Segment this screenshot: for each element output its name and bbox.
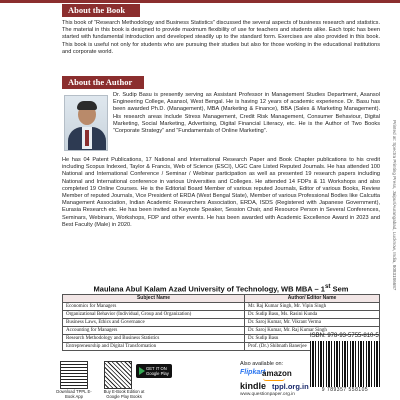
google-play-badge[interactable]: GET IT ON Google Play	[136, 364, 172, 378]
table-row: Economics for Managers Mr. Raj Kumar Singh, Mr. Vipin Singh	[63, 303, 380, 311]
flipkart-logo[interactable]: Flipkart	[240, 369, 266, 376]
table-row: Entrepreneurship and Digital Transformation Prof. (Dr.) Shibnath Banerjee	[63, 343, 380, 351]
table-row: Organizational Behavior (Individual, Group and Organization) Dr. Sudip Basu, Ms. Rasini Kunda	[63, 311, 380, 319]
table-row: Business Laws, Ethics and Governance Dr. Saroj Kumar, Mr. Vikrant Verma	[63, 319, 380, 327]
qr-code-icon[interactable]	[104, 361, 132, 389]
printer-note: Printed at: Spectra Printing Press, Jaipur/Aurangabad, Lucknow, India, 8083186687	[392, 119, 397, 291]
website-link[interactable]: www.questionpaper.org.in	[240, 392, 295, 397]
table-row: Research Methodology and Business Statistics Dr. Sudip Basu	[63, 335, 380, 343]
qr-code-icon[interactable]	[60, 361, 88, 389]
amazon-smile-icon	[263, 378, 285, 381]
download-app-label: Download TPPL E-Book App	[56, 389, 92, 399]
table-row: Accounting for Managers Dr. Saroj Kumar, Mr. Raj Kumar Singh	[63, 327, 380, 335]
author-photo	[64, 95, 108, 151]
play-store-icon	[139, 367, 145, 375]
about-book-heading: About the Book	[62, 4, 140, 17]
author-bio-details: He has 04 Patent Publications, 17 National and International Research Paper and Book Chapter publications to his credit including Scopus Indexed, Taylor & Francis, Web of Science (ESCI), UGC Care Listed Reputed Journals. He has attended 100 National and International Conference / Seminar / Webinar participation as well as presented 19 research papers including National and International conference in various Universities and Colleges. He attended 14 FDPs & 11 Workshops and also completed 19 Online Courses. He is the Editorial Board Member of various reputed Journals, Editor of various Books, Review Member of reputed Journals, Vice President of ERDA (West Bengal State), Member of various Professional Bodies like Calcutta Management Association, Indian Academic Researchers Association, ERDA, ISDS (Registered with Japanese Government), Eurasia Research etc. He has been invited as Keynote Speaker, Session Chair, and Resource Person in Several Conferences, Seminars, Webinars, Workshops, FDP and other events. He has been awarded with Academic Excellence Award in 2023 and Best Faculty (Male) in 2020.	[62, 157, 380, 228]
barcode-icon	[310, 341, 380, 387]
google-play-label: Buy E-Book Edition at Google Play Books	[103, 389, 145, 399]
top-accent-strip	[0, 0, 400, 3]
about-author-heading: About the Author	[62, 76, 144, 89]
column-header-subject: Subject Name	[63, 295, 245, 303]
about-book-text: This book of “Research Methodology and Business Statistics” discussed the several aspects of business research and statistics. The material in this book is designed to provide maximum flexibility of use for teachers and students alike. Each topic has been started with fundamental introduction and developed steadily up to the standard form. Exercises are also provided in this book. This book is useful not only for students who are pursuing their studies but also for those working in the educational institutions and corporate world.	[62, 20, 380, 55]
syllabus-title: Maulana Abul Kalam Azad University of Technology, WB MBA – 1st Sem	[93, 283, 349, 294]
tppl-link[interactable]: tppl.org.in	[272, 382, 309, 391]
amazon-logo[interactable]: amazon	[262, 369, 292, 378]
column-header-author: Author/ Editor Name	[245, 295, 380, 303]
table-header-row	[63, 295, 380, 303]
available-on-label: Also available on:	[240, 361, 284, 367]
kindle-logo[interactable]: kindle	[240, 381, 267, 391]
author-bio-intro: Dr. Sudip Basu is presently serving as Assistant Professor in Management Studies Department, Asansol Engineering College, Asansol, West Bengal. He is having 12 years of academic experience. Dr. Basu has been awarded Ph.D. (Management), MBA (Marketing & Finance), BBA (Sales & Marketing Management). His research areas include Stress Management, Credit Risk Management, Consumer Behaviour, Digital Marketing, Social Marketing, Advertising, Digital Financial Literacy, etc. He is the Author of Two Books “Corporate Strategy” and “Fundamentals of Online Marketing”.	[113, 92, 380, 135]
isbn-text: ISBN: 978-93-5755-810-5	[310, 333, 379, 339]
barcode-number: 9 789357 558105	[310, 387, 380, 394]
